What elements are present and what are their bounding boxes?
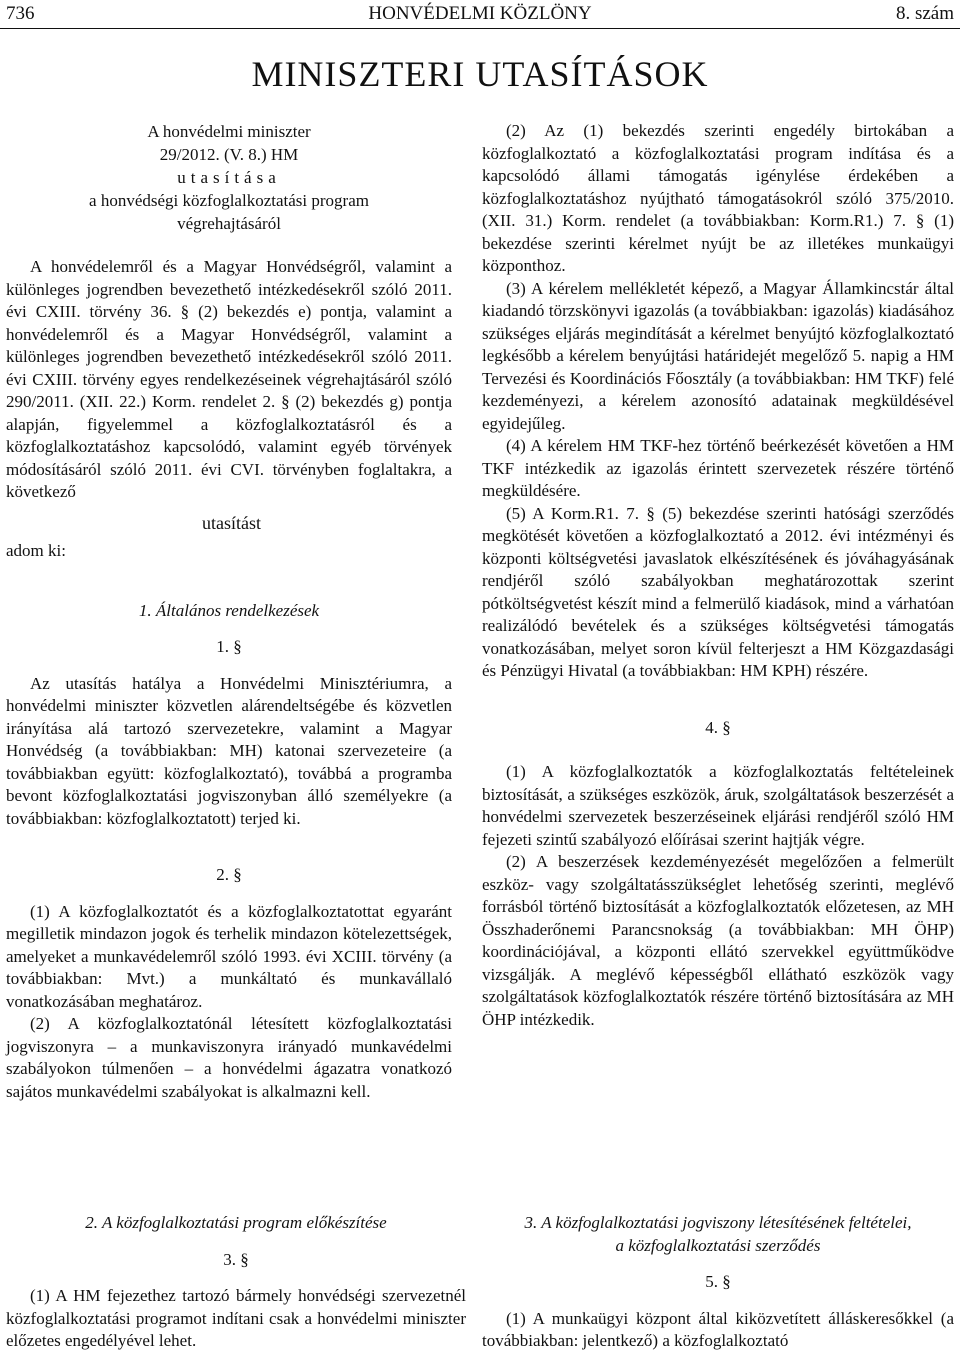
- body-paragraph: (1) A közfoglalkoztatót és a közfoglalkoztatottat egyaránt megilletik mindazon jogok és terhelik mindazon kötelezettségek, amelyeket a munkavédelemről szóló 1993. évi XCIII. törvény (a továbbiakban: Mvt.) a munkáltató és munkavállaló vonatkozásában meghatároz.: [6, 901, 452, 1011]
- heading-line: 29/2012. (V. 8.) HM: [159, 145, 299, 164]
- paragraph-number: 2. §: [216, 865, 242, 884]
- header-rule: [0, 28, 960, 29]
- body-paragraph: (2) A beszerzések kezdeményezését megelőzően a felmerült eszköz- vagy szolgáltatásszükséglet lehetőség szerinti, meglévő forrásból történő biztosítását a közfoglalkoztatók előzetesen, az MH Összhaderőnemi Parancsnokság (a továbbiakban: MH ÖHP) koordinációjával, a központi ellátó szervekkel együttműködve vizsgálják. A meglévő képességből ellátható eszközök vagy szolgáltatások közfoglalkoztatók részére történő biztosítására az MH ÖHP intézkedik.: [482, 852, 954, 1029]
- right-column-bottom: [482, 1212, 954, 1353]
- instruction-heading: [6, 120, 452, 235]
- body-paragraph: (1) A közfoglalkoztatók a közfoglalkoztatás feltételeinek biztosítását, a szükséges eszközök, áruk, szolgáltatások beszerzését a honvédelmi szervezetek beszerzéseinek eljárási rendjéről szóló HM fejezeti szintű szabályozó előírásai szerint hajtják végre.: [482, 762, 954, 849]
- journal-title: HONVÉDELMI KÖZLÖNY: [368, 3, 592, 24]
- heading-line: végrehajtásáról: [177, 214, 281, 233]
- heading-line: utasítása: [177, 168, 281, 187]
- body-paragraph: (1) A HM fejezethez tartozó bármely honvédségi szervezetnél közfoglalkoztatási programot indítani csak a honvédelmi miniszter előzetes engedélyével lehet.: [6, 1286, 466, 1350]
- adom-ki: adom ki:: [6, 540, 66, 560]
- utasitast-word: utasítást: [202, 512, 261, 533]
- issue-number: 8. szám: [895, 3, 954, 24]
- section-title: MINISZTERI UTASÍTÁSOK: [251, 54, 709, 94]
- body-paragraph: Az utasítás hatálya a Honvédelmi Minisztériumra, a honvédelmi miniszter közvetlen alárendeltségébe és közvetlen irányítása alá tartozó szervezetekre, valamint a Magyar Honvédség (a továbbiakban: MH) katonai szervezeteire (a továbbiakban együtt: közfoglalkoztató), továbbá a programba bevont közfoglalkoztatási jogviszonyban álló személyekre (a továbbiakban: közfoglalkoztatott) terjed ki.: [6, 673, 452, 828]
- body-paragraph: (3) A kérelem mellékletét képező, a Magyar Államkincstár által kiadandó törzskönyvi igazolás (a továbbiakban: igazolás) kiadásához szükséges eljárás megindítását a kérelmet benyújtó közfoglalkoztató legkésőbb a kérelem benyújtási határidejét megelőző 5. napig a HM Tervezési és Koordinációs Főosztály (a továbbiakban: HM TKF) felé kezdeményezi, a kérelem azonosító adatainak megküldésével egyidejűleg.: [482, 278, 954, 433]
- body-paragraph: (4) A kérelem HM TKF-hez történő beérkezését követően a HM TKF intézkedik az igazolás érintett szervezetek részére történő megküldésére.: [482, 436, 954, 500]
- heading-line: A honvédelmi miniszter: [147, 122, 311, 141]
- page-header: [0, 0, 960, 28]
- paragraph-number: 1. §: [216, 637, 242, 656]
- page-number: 736: [6, 3, 35, 24]
- enactment-row: [6, 504, 452, 600]
- chapter-title: 1. Általános rendelkezések: [138, 600, 320, 620]
- paragraph-number: 4. §: [705, 717, 731, 737]
- chapter-title: 2. A közfoglalkoztatási program előkészítése: [85, 1213, 387, 1232]
- body-paragraph: (2) Az (1) bekezdés szerinti engedély birtokában a közfoglalkoztató a közfoglalkoztatási program indítása és a kapcsolódó állami támogatás igénylése érdekében a közfoglalkoztatáshoz nyújtható támogatásokról szóló 375/2010. (XII. 31.) Korm. rendelet (a továbbiakban: Korm.R1.) 7. § (1) bekezdése szerinti kérelmet nyújt be az illetékes munkaügyi központhoz.: [482, 121, 954, 275]
- chapter-title-line: a közfoglalkoztatási szerződés: [615, 1235, 821, 1255]
- right-column: [482, 120, 954, 1031]
- left-column: [6, 120, 452, 1103]
- paragraph-number: 5. §: [705, 1272, 731, 1291]
- body-paragraph: (5) A Korm.R1. 7. § (5) bekezdése szerinti hatósági szerződés megkötését követően a közfoglalkoztató a 2012. évi intézményi és központi költségvetési javaslatok elkészítésének és jóváhagyásának rendjéről szóló szabályokban meghatározottak szerint pótköltségvetést készít mind a felmerülő kiadások, mind a várhatóan realizálódó bevételek és a szükséges költségvetési támogatás vonatkozásában, melyet soron kívül felterjeszt a HM Közgazdasági és Pénzügyi Hivatal (a továbbiakban: HM KPH) részére.: [482, 503, 954, 680]
- preamble-paragraph: A honvédelemről és a Magyar Honvédségről, valamint a különleges jogrendben bevezethető intézkedésekről szóló 2011. évi CXIII. törvény 36. § (2) bekezdés e) pontja, valamint a honvédelemről és a Magyar Honvédségről, valamint a különleges jogrendben bevezethető intézkedésekről szóló 2011. évi CXIII. törvény egyes rendelkezéseinek végrehajtásáról szóló 290/2011. (XII. 22.) Korm. rendelet 2. § (2) bekezdés g) pontja alapján, figyelemmel a közfoglalkoztatásról és a közfoglalkoztatáshoz kapcsolódó, valamint egyéb törvények módosításáról szóló 2011. évi CVI. törvényben foglaltakra, a következő: [6, 257, 452, 501]
- left-column-bottom: [6, 1212, 466, 1353]
- heading-line: a honvédségi közfoglalkoztatási program: [89, 191, 369, 210]
- chapter-title-line: 3. A közfoglalkoztatási jogviszony létesítésének feltételei,: [524, 1213, 912, 1232]
- body-paragraph: (2) A közfoglalkoztatónál létesített közfoglalkoztatási jogviszonyra – a munkaviszonyra irányadó munkavédelmi szabályokon túlmenően – a honvédelmi ágazatra vonatkozó sajátos munkavédelmi szabályokat is alkalmazni kell.: [6, 1014, 452, 1101]
- body-paragraph: (1) A munkaügyi központ által kiközvetített álláskeresőkkel (a továbbiakban: jelentkező) a közfoglalkoztató: [482, 1308, 954, 1350]
- paragraph-number: 3. §: [223, 1249, 249, 1269]
